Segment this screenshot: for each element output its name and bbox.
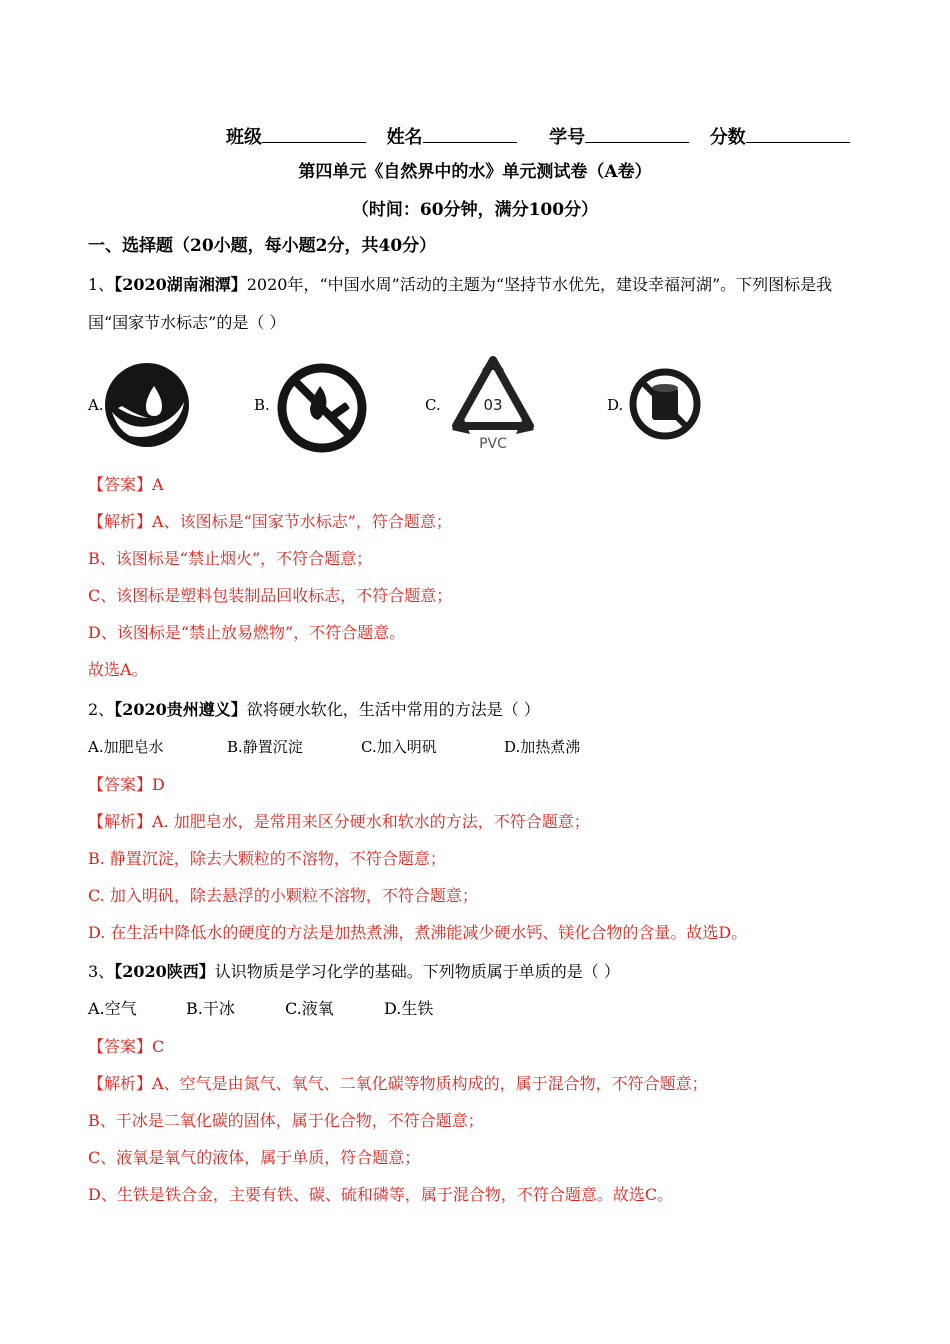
q2-number: 2、 <box>88 700 115 719</box>
q2-analysis-text-1: A. 加肥皂水，是常用来区分硬水和软水的方法，不符合题意； <box>152 812 590 831</box>
q3-option-c[interactable]: C.液氧 <box>285 999 334 1018</box>
number-label: 学号 <box>549 127 586 148</box>
page-subtitle: （时间：60分钟，满分100分） <box>351 200 599 220</box>
q2-option-a[interactable]: A.加肥皂水 <box>88 738 164 756</box>
q1-conclusion: 故选A。 <box>88 660 148 679</box>
q1-text: 2020年，“中国水周”活动的主题为“坚持节水优先，建设幸福河湖”。下列图标是我 <box>246 275 833 294</box>
q2-source: 【2020贵州遵义】 <box>114 700 247 719</box>
q1-answer <box>88 475 164 495</box>
water-saving-icon[interactable] <box>104 362 190 448</box>
q3-analysis-label: 【解析】 <box>88 1074 153 1093</box>
q3-answer <box>88 1037 164 1057</box>
q3-answer-label: 【答案】 <box>88 1037 153 1056</box>
question-3 <box>88 962 620 982</box>
q1-option-c-label: C. <box>425 396 441 414</box>
q1-analysis-3: C、该图标是塑料包装制品回收标志，不符合题意； <box>88 586 453 605</box>
q2-analysis-3: C. 加入明矾，除去悬浮的小颗粒不溶物，不符合题意； <box>88 886 478 905</box>
q3-analysis-2: B、干冰是二氧化碳的固体，属于化合物，不符合题意； <box>88 1111 484 1130</box>
recycle-code: 03 <box>483 396 503 414</box>
q1-option-d-label: D. <box>607 396 624 414</box>
student-info-row <box>226 124 850 148</box>
no-flammable-icon[interactable] <box>628 366 702 442</box>
section-heading: 一、选择题（20小题，每小题2分，共40分） <box>88 236 437 256</box>
q3-analysis-1 <box>88 1074 708 1094</box>
q2-option-d[interactable]: D.加热煮沸 <box>504 738 581 756</box>
q2-answer <box>88 775 165 795</box>
q1-analysis-label: 【解析】 <box>88 512 153 531</box>
q1-analysis-1 <box>88 512 452 532</box>
score-field[interactable] <box>746 124 850 143</box>
recycle-pvc-icon[interactable] <box>450 354 536 454</box>
no-fire-icon[interactable] <box>276 362 368 454</box>
q1-text-cont: 国“国家节水标志”的是（ ） <box>88 313 286 332</box>
q1-analysis-2: B、该图标是“禁止烟火”，不符合题意； <box>88 549 373 568</box>
q3-text: 认识物质是学习化学的基础。下列物质属于单质的是（ ） <box>214 962 620 981</box>
recycle-pvc-text: PVC <box>479 436 507 452</box>
q1-answer-value: A <box>152 475 164 494</box>
q1-analysis-4: D、该图标是“禁止放易燃物”，不符合题意。 <box>88 623 406 642</box>
q1-source: 【2020湖南湘潭】 <box>114 275 247 294</box>
name-field[interactable] <box>423 124 517 143</box>
q2-answer-label: 【答案】 <box>88 775 153 794</box>
q2-analysis-2: B. 静置沉淀，除去大颗粒的不溶物，不符合题意； <box>88 849 446 868</box>
q2-text: 欲将硬水软化，生活中常用的方法是（ ） <box>246 700 540 719</box>
q1-option-b-label: B. <box>254 396 270 414</box>
q2-answer-value: D <box>152 775 165 794</box>
page-title: 第四单元《自然界中的水》单元测试卷（A卷） <box>298 162 652 182</box>
class-field[interactable] <box>262 124 366 143</box>
name-label: 姓名 <box>386 127 423 148</box>
q3-option-a[interactable]: A.空气 <box>88 999 137 1018</box>
q3-analysis-text-1: A、空气是由氮气、氧气、二氧化碳等物质构成的，属于混合物，不符合题意； <box>152 1074 708 1093</box>
number-field[interactable] <box>585 124 689 143</box>
q3-answer-value: C <box>152 1037 165 1056</box>
q3-analysis-4: D、生铁是铁合金，主要有铁、碳、硫和磷等，属于混合物，不符合题意。故选C。 <box>88 1185 674 1204</box>
score-label: 分数 <box>709 127 746 148</box>
q2-option-c[interactable]: C.加入明矾 <box>361 738 437 756</box>
q3-option-d[interactable]: D.生铁 <box>384 999 434 1018</box>
q3-number: 3、 <box>88 962 115 981</box>
q1-answer-label: 【答案】 <box>88 475 153 494</box>
q2-option-b[interactable]: B.静置沉淀 <box>227 738 303 756</box>
q3-source: 【2020陕西】 <box>114 962 215 981</box>
q1-analysis-text-1: A、该图标是“国家节水标志”，符合题意； <box>152 512 452 531</box>
question-1 <box>88 275 832 295</box>
q3-analysis-3: C、液氧是氧气的液体，属于单质，符合题意； <box>88 1148 421 1167</box>
q2-analysis-1 <box>88 812 590 832</box>
q2-analysis-4: D. 在生活中降低水的硬度的方法是加热煮沸，煮沸能减少硬水钙、镁化合物的含量。故选D。 <box>88 923 748 942</box>
q1-option-a-label: A. <box>88 396 104 414</box>
q2-analysis-label: 【解析】 <box>88 812 153 831</box>
question-2 <box>88 700 540 720</box>
class-label: 班级 <box>226 127 262 148</box>
q1-number: 1、 <box>88 275 115 294</box>
q3-option-b[interactable]: B.干冰 <box>186 999 235 1018</box>
